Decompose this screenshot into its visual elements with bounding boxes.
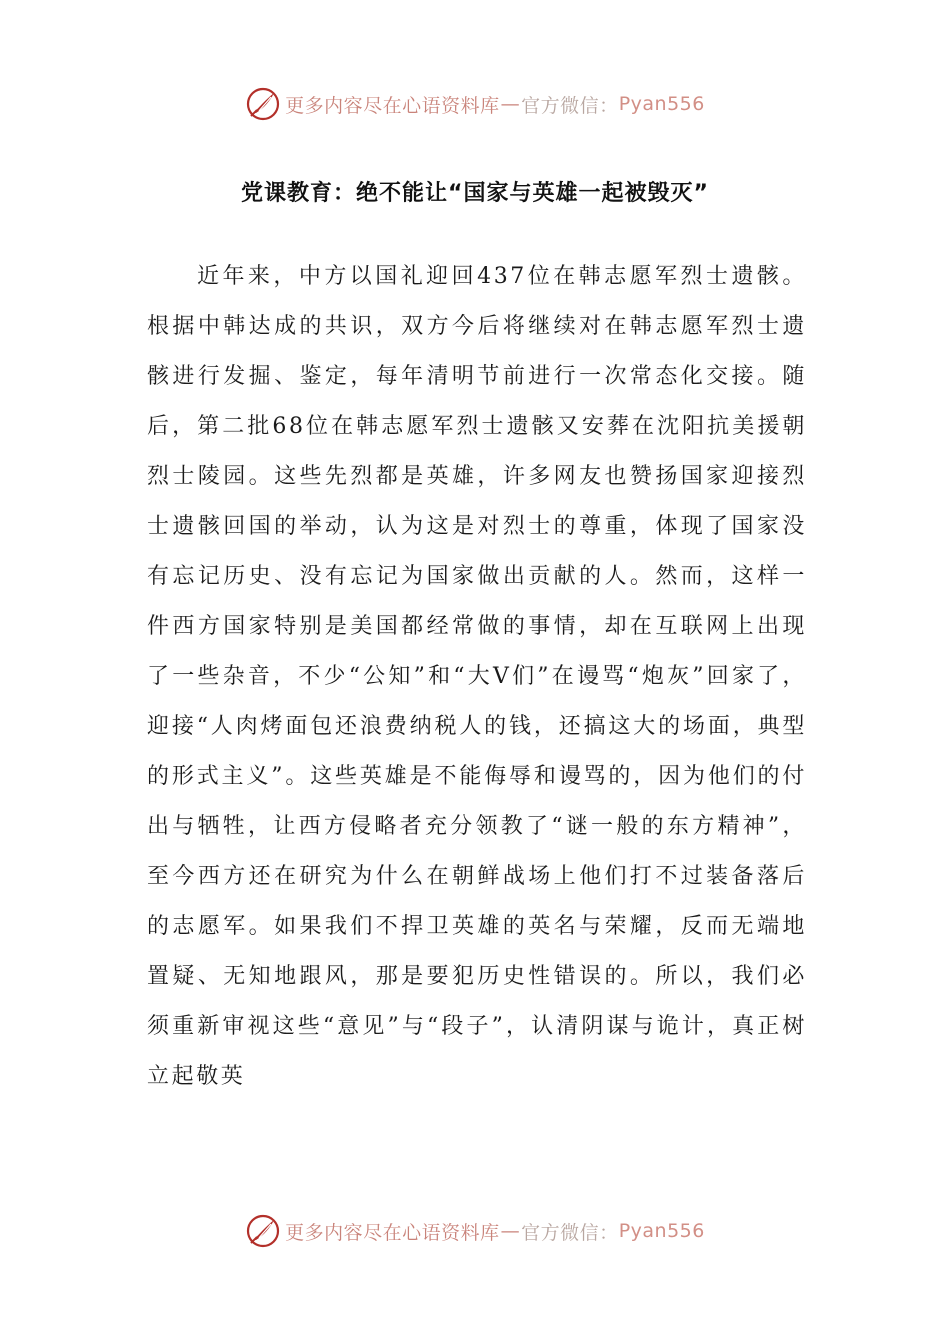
watermark-wechat-label: 官方微信：	[521, 1221, 619, 1244]
watermark-site-name: 更多内容尽在心语资料库	[285, 94, 500, 117]
watermark-text	[285, 1218, 705, 1245]
watermark-wechat-id: Pyan556	[618, 1220, 705, 1242]
feather-pen-logo-icon	[245, 1213, 281, 1249]
watermark-separator: —	[500, 1220, 521, 1242]
watermark-wechat-id: Pyan556	[618, 93, 705, 115]
watermark-separator: —	[500, 93, 521, 115]
watermark-wechat-label: 官方微信：	[521, 94, 619, 117]
footer-watermark	[0, 1211, 950, 1251]
feather-pen-logo-icon	[245, 86, 281, 122]
watermark-text	[285, 91, 705, 118]
watermark-site-name: 更多内容尽在心语资料库	[285, 1221, 500, 1244]
body-paragraph: 近年来，中方以国礼迎回437位在韩志愿军烈士遗骸。根据中韩达成的共识，双方今后将继续对在韩志愿军烈士遗骸进行发掘、鉴定，每年清明节前进行一次常态化交接。随后，第二批68位在韩志愿军烈士遗骸又安葬在沈阳抗美援朝烈士陵园。这些先烈都是英雄，许多网友也赞扬国家迎接烈士遗骸回国的举动，认为这是对烈士的尊重，体现了国家没有忘记历史、没有忘记为国家做出贡献的人。然而，这样一件西方国家特别是美国都经常做的事情，却在互联网上出现了一些杂音，不少“公知”和“大V们”在谩骂“炮灰”回家了，迎接“人肉烤面包还浪费纳税人的钱，还搞这大的场面，典型的形式主义”。这些英雄是不能侮辱和谩骂的，因为他们的付出与牺牲，让西方侵略者充分领教了“谜一般的东方精神”，至今西方还在研究为什么在朝鲜战场上他们打不过装备落后的志愿军。如果我们不捍卫英雄的英名与荣耀，反而无端地置疑、无知地跟风，那是要犯历史性错误的。所以，我们必须重新审视这些“意见”与“段子”，认清阴谋与诡计，真正树立起敬英	[147, 264, 807, 1089]
page-title: 党课教育：绝不能让“国家与英雄一起被毁灭”	[241, 181, 709, 206]
header-watermark	[0, 84, 950, 124]
